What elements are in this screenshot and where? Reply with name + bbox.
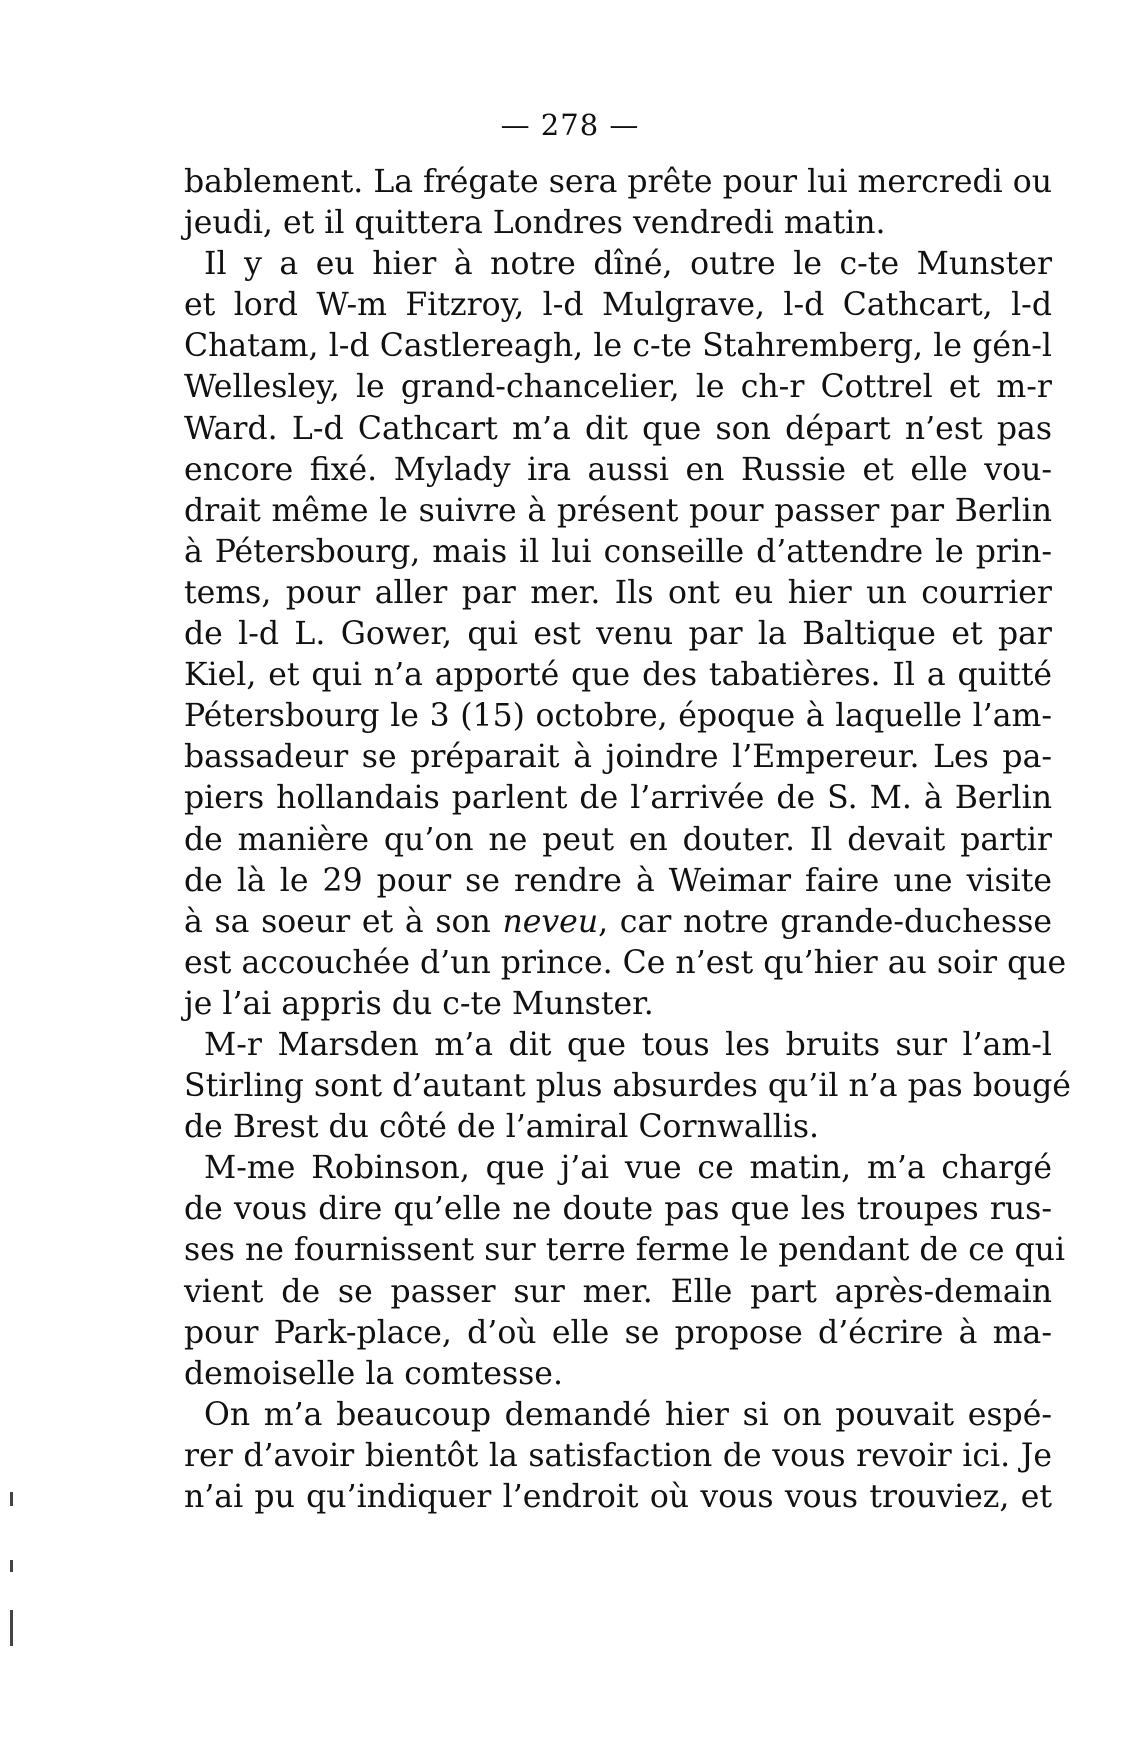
text-line: drait même le suivre à présent pour passer par Berlin: [184, 492, 1052, 529]
text-line: Kiel, et qui n’a apporté que des tabatières. Il a quitté: [184, 657, 1052, 694]
text-line: vient de se passer sur mer. Elle part après-demain: [184, 1273, 1052, 1310]
body-text: [184, 162, 1071, 1518]
text-line: Chatam, l-d Castlereagh, le c-te Stahremberg, le gén-l: [184, 328, 1052, 365]
text-line: M-r Marsden m’a dit que tous les bruits sur l’am-l: [204, 1026, 1052, 1063]
text-line: piers hollandais parlent de l’arrivée de S. M. à Berlin: [184, 780, 1052, 817]
text-line: tems, pour aller par mer. Ils ont eu hier un courrier: [184, 574, 1052, 611]
text-line: bassadeur se préparait à joindre l’Empereur. Les pa-: [184, 739, 1052, 776]
text-line: de Brest du côté de l’amiral Cornwallis.: [184, 1109, 819, 1146]
text-line: de manière qu’on ne peut en douter. Il devait partir: [184, 821, 1052, 858]
text-line: Ward. L-d Cathcart m’a dit que son départ n’est pas: [184, 410, 1052, 447]
text-line: encore fixé. Mylady ira aussi en Russie et elle vou-: [184, 451, 1052, 488]
text-line: Il y a eu hier à notre dîné, outre le c-te Munster: [204, 246, 1052, 283]
text-line: n’ai pu qu’indiquer l’endroit où vous vous trouviez, et: [184, 1479, 1052, 1515]
scan-edge-mark: [10, 1492, 13, 1506]
text-line: de l-d L. Gower, qui est venu par la Baltique et par: [184, 616, 1052, 653]
text-line: demoiselle la comtesse.: [184, 1355, 563, 1392]
text-line: On m’a beaucoup demandé hier si on pouvait espé-: [204, 1396, 1052, 1433]
text-line: bablement. La frégate sera prête pour lui mercredi ou: [184, 164, 1052, 200]
text-line: M-me Robinson, que j’ai vue ce matin, m’a chargé: [204, 1150, 1052, 1187]
scan-edge-mark: [10, 1610, 13, 1646]
text-segment: à sa soeur et à son: [184, 903, 503, 940]
text-line: je l’ai appris du c-te Munster.: [184, 985, 654, 1022]
text-line: ses ne fournissent sur terre ferme le pendant de ce qui: [184, 1232, 1066, 1269]
text-line: jeudi, et il quittera Londres vendredi matin.: [184, 205, 886, 242]
italic-word: neveu: [502, 903, 599, 940]
text-line: de vous dire qu’elle ne doute pas que les troupes rus-: [184, 1191, 1052, 1228]
text-line: est accouchée d’un prince. Ce n’est qu’hier au soir que: [184, 944, 1067, 981]
text-segment: , car notre grande-duchesse: [598, 903, 1052, 940]
text-line-with-italic: [184, 902, 1052, 943]
text-line: rer d’avoir bientôt la satisfaction de vous revoir ici. Je: [184, 1437, 1052, 1474]
text-line: Pétersbourg le 3 (15) octobre, époque à laquelle l’am-: [184, 698, 1052, 735]
text-line: Stirling sont d’autant plus absurdes qu’il n’a pas bougé: [184, 1068, 1071, 1105]
text-line: à Pétersbourg, mais il lui conseille d’attendre le prin-: [184, 533, 1052, 570]
page-number: — 278 —: [500, 108, 640, 142]
scan-edge-mark: [10, 1560, 13, 1572]
text-line: et lord W-m Fitzroy, l-d Mulgrave, l-d Cathcart, l-d: [184, 287, 1052, 324]
text-line: pour Park-place, d’où elle se propose d’écrire à ma-: [184, 1314, 1052, 1351]
text-line: Wellesley, le grand-chancelier, le ch-r Cottrel et m-r: [184, 369, 1052, 406]
text-line: de là le 29 pour se rendre à Weimar faire une visite: [184, 862, 1052, 899]
